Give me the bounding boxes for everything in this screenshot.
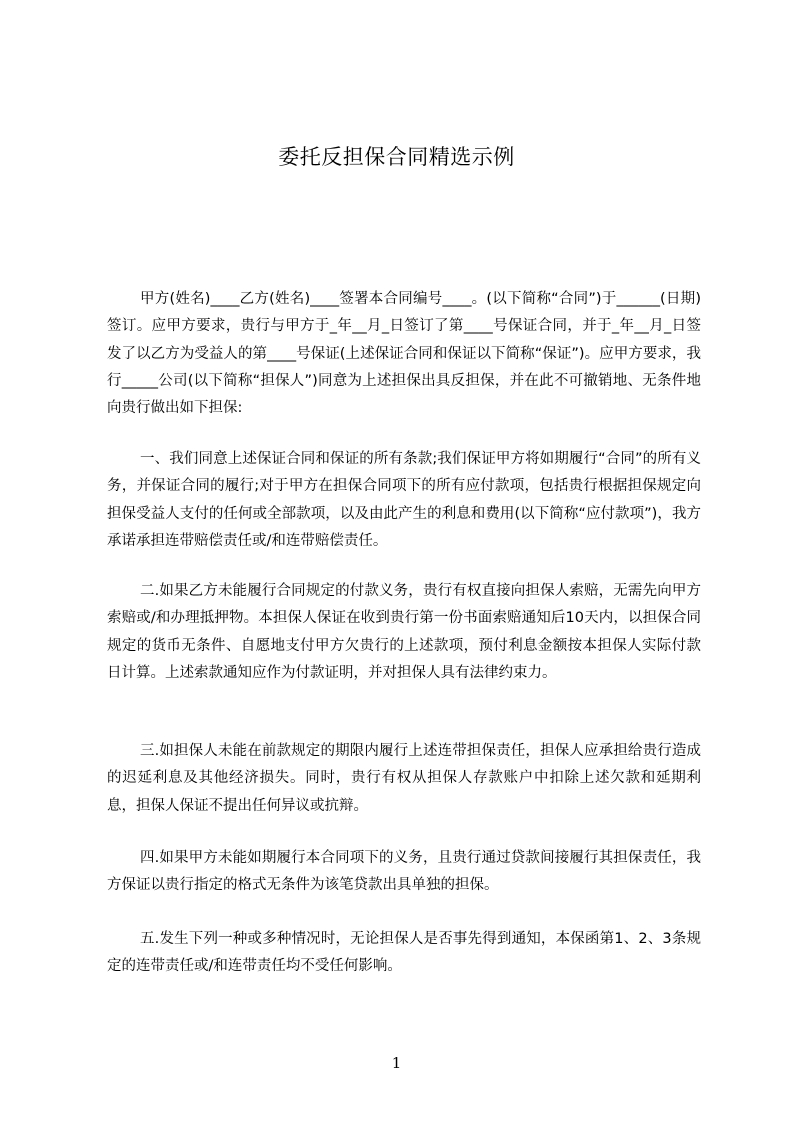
document-title: 委托反担保合同精选示例 (278, 145, 515, 169)
clause-4-paragraph: 四.如果甲方未能如期履行本合同项下的义务，且贵行通过贷款间接履行其担保责任，我方保证以贵行指定的格式无条件为该笔贷款出具单独的担保。 (107, 850, 701, 894)
preamble-paragraph: 甲方(姓名)____乙方(姓名)____签署本合同编号____。(以下简称“合同”)于______(日期)签订。应甲方要求，贵行与甲方于_年__月_日签订了第____号保证合同，并于_年__月_日签发了以乙方为受益人的第____号保证(上述保证合同和保证以下简称“保证”)。应甲方要求，我行_____公司(以下简称“担保人”)同意为上述担保出具反担保，并在此不可撤销地、无条件地向贵行做出如下担保: (107, 291, 701, 417)
clause-5-paragraph: 五.发生下列一种或多种情况时，无论担保人是否事先得到通知，本保函第1、2、3条规定的连带责任或/和连带责任均不受任何影响。 (107, 931, 701, 975)
clause-1-paragraph: 一、我们同意上述保证合同和保证的所有条款;我们保证甲方将如期履行“合同”的所有义务，并保证合同的履行;对于甲方在担保合同项下的所有应付款项，包括贵行根据担保规定向担保受益人支付的任何或全部款项，以及由此产生的利息和费用(以下简称“应付款项”)，我方承诺承担连带赔偿责任或/和连带赔偿责任。 (107, 451, 701, 549)
clause-2-paragraph: 二.如果乙方未能履行合同规定的付款义务，贵行有权直接向担保人索赔，无需先向甲方索赔或/和办理抵押物。本担保人保证在收到贵行第一份书面索赔通知后10天内，以担保合同规定的货币无条件、自愿地支付甲方欠贵行的上述款项，预付利息金额按本担保人实际付款日计算。上述索款通知应作为付款证明，并对担保人具有法律约束力。 (107, 583, 701, 681)
clause-3-paragraph: 三.如担保人未能在前款规定的期限内履行上述连带担保责任，担保人应承担给贵行造成的迟延利息及其他经济损失。同时，贵行有权从担保人存款账户中扣除上述欠款和延期利息，担保人保证不提出任何异议或抗辩。 (107, 743, 701, 814)
page-number: 1 (391, 1054, 402, 1072)
